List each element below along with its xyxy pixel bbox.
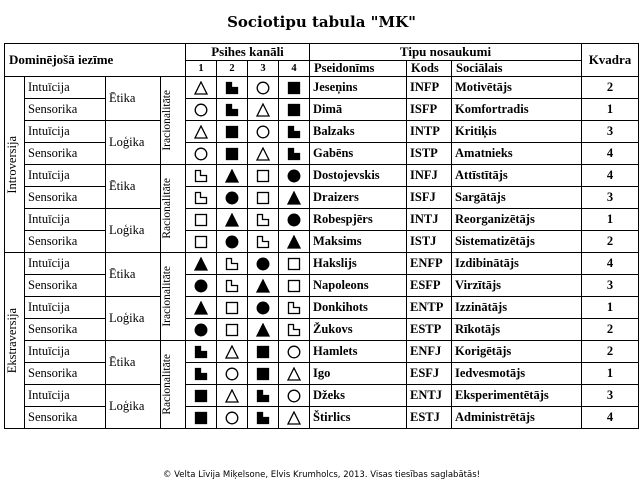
code-cell: INFP (407, 77, 452, 99)
social-role-cell: Sargātājs (452, 187, 582, 209)
circle-icon (186, 279, 216, 293)
pseudonym-cell: Jeseņins (310, 77, 407, 99)
perception-label: Sensorika (25, 275, 106, 297)
quadra-cell: 3 (582, 187, 639, 209)
judging-label: Ētika (106, 165, 161, 209)
table-row (5, 407, 639, 429)
table-row (5, 143, 639, 165)
perception-label: Sensorika (25, 231, 106, 253)
table-row (5, 231, 639, 253)
pseudonym-header: Pseidonīms (310, 61, 407, 77)
channel-number: 2 (217, 61, 248, 77)
channel-cell (186, 143, 217, 165)
channel-cell (217, 143, 248, 165)
social-role-cell: Kritiķis (452, 121, 582, 143)
social-role-cell: Izdibinātājs (452, 253, 582, 275)
channel-cell (217, 187, 248, 209)
quadra-cell: 2 (582, 231, 639, 253)
pseudonym-cell: Maksims (310, 231, 407, 253)
square-icon (248, 191, 278, 205)
flag-icon (186, 169, 216, 183)
flag-icon (217, 103, 247, 117)
channel-cell (279, 275, 310, 297)
triangle-icon (248, 103, 278, 117)
social-role-cell: Iedvesmotājs (452, 363, 582, 385)
pseudonym-cell: Hamlets (310, 341, 407, 363)
table-row (5, 99, 639, 121)
quadra-cell: 4 (582, 165, 639, 187)
pseudonym-cell: Hakslijs (310, 253, 407, 275)
channel-cell (279, 407, 310, 429)
social-role-cell: Komfortradis (452, 99, 582, 121)
rationality-label (161, 253, 186, 341)
code-cell: ENTJ (407, 385, 452, 407)
channel-number: 4 (279, 61, 310, 77)
channel-cell (248, 385, 279, 407)
square-icon (217, 301, 247, 315)
channel-cell (279, 341, 310, 363)
judging-label: Loģika (106, 385, 161, 429)
attitude-group-label (5, 253, 25, 429)
pseudonym-cell: Napoleons (310, 275, 407, 297)
channel-cell (279, 143, 310, 165)
flag-icon (248, 389, 278, 403)
quadra-cell: 3 (582, 385, 639, 407)
square-icon (186, 235, 216, 249)
channel-cell (248, 187, 279, 209)
triangle-icon (217, 389, 247, 403)
channel-cell (248, 99, 279, 121)
channel-cell (186, 363, 217, 385)
triangle-icon (279, 191, 309, 205)
code-cell: INFJ (407, 165, 452, 187)
social-role-cell: Amatnieks (452, 143, 582, 165)
channel-cell (248, 121, 279, 143)
triangle-icon (186, 257, 216, 271)
channel-cell (279, 297, 310, 319)
perception-label: Sensorika (25, 143, 106, 165)
channel-cell (279, 121, 310, 143)
circle-icon (248, 125, 278, 139)
quadra-cell: 2 (582, 341, 639, 363)
channel-cell (248, 319, 279, 341)
perception-label: Intuīcija (25, 165, 106, 187)
channel-cell (248, 341, 279, 363)
flag-icon (279, 147, 309, 161)
quadra-cell: 1 (582, 363, 639, 385)
channel-cell (217, 363, 248, 385)
social-role-cell: Korigētājs (452, 341, 582, 363)
channel-cell (279, 385, 310, 407)
code-cell: ESTP (407, 319, 452, 341)
square-icon (248, 345, 278, 359)
flag-icon (248, 235, 278, 249)
social-role-cell: Virzītājs (452, 275, 582, 297)
flag-icon (186, 191, 216, 205)
perception-label: Intuīcija (25, 253, 106, 275)
triangle-icon (186, 125, 216, 139)
triangle-icon (279, 235, 309, 249)
channel-cell (279, 77, 310, 99)
pseudonym-cell: Balzaks (310, 121, 407, 143)
perception-label: Intuīcija (25, 297, 106, 319)
flag-icon (248, 411, 278, 425)
channel-cell (279, 209, 310, 231)
channel-cell (217, 77, 248, 99)
square-icon (186, 213, 216, 227)
attitude-group-text: Ekstraversija (5, 307, 19, 374)
channel-cell (248, 231, 279, 253)
square-icon (248, 367, 278, 381)
sociotype-table (4, 43, 639, 429)
circle-icon (217, 367, 247, 381)
channel-cell (217, 209, 248, 231)
judging-label: Ētika (106, 341, 161, 385)
attitude-group-label (5, 77, 25, 253)
channel-cell (248, 143, 279, 165)
square-icon (279, 279, 309, 293)
quadra-cell: 3 (582, 275, 639, 297)
channels-header: Psihes kanāli (186, 44, 310, 61)
attitude-group-text: Introversija (5, 135, 19, 194)
triangle-icon (279, 411, 309, 425)
rationality-label (161, 165, 186, 253)
triangle-icon (279, 367, 309, 381)
circle-icon (279, 389, 309, 403)
table-row (5, 187, 639, 209)
judging-label: Ētika (106, 253, 161, 297)
triangle-icon (217, 213, 247, 227)
rationality-text: Iracionalitāte (161, 266, 173, 327)
quadra-header: Kvadra (582, 44, 639, 77)
triangle-icon (186, 81, 216, 95)
table-row (5, 209, 639, 231)
dominant-header: Dominējošā iezīme (5, 44, 186, 77)
table-row (5, 341, 639, 363)
code-cell: ESTJ (407, 407, 452, 429)
pseudonym-cell: Igo (310, 363, 407, 385)
pseudonym-cell: Džeks (310, 385, 407, 407)
social-role-cell: Izzinātājs (452, 297, 582, 319)
flag-icon (279, 125, 309, 139)
social-role-cell: Attīstītājs (452, 165, 582, 187)
channel-cell (186, 77, 217, 99)
social-role-cell: Reorganizētājs (452, 209, 582, 231)
circle-icon (279, 169, 309, 183)
channel-cell (279, 187, 310, 209)
perception-label: Intuīcija (25, 209, 106, 231)
flag-icon (279, 323, 309, 337)
social-role-cell: Administrētājs (452, 407, 582, 429)
code-cell: ENFJ (407, 341, 452, 363)
channel-cell (186, 297, 217, 319)
circle-icon (186, 147, 216, 161)
rationality-text: Iracionalitāte (161, 90, 173, 151)
triangle-icon (248, 323, 278, 337)
judging-label: Loģika (106, 297, 161, 341)
flag-icon (248, 213, 278, 227)
social-role-cell: Eksperimentētājs (452, 385, 582, 407)
social-role-cell: Rīkotājs (452, 319, 582, 341)
channel-cell (217, 341, 248, 363)
channel-cell (186, 385, 217, 407)
flag-icon (217, 257, 247, 271)
page-title: Sociotipu tabula "MK" (227, 13, 416, 31)
channel-cell (186, 209, 217, 231)
channel-cell (186, 99, 217, 121)
channel-cell (186, 341, 217, 363)
triangle-icon (248, 279, 278, 293)
perception-label: Sensorika (25, 363, 106, 385)
quadra-cell: 4 (582, 253, 639, 275)
channel-cell (186, 407, 217, 429)
judging-label: Ētika (106, 77, 161, 121)
channel-cell (186, 253, 217, 275)
channel-cell (217, 231, 248, 253)
quadra-cell: 1 (582, 209, 639, 231)
square-icon (279, 257, 309, 271)
triangle-icon (248, 147, 278, 161)
channel-cell (186, 165, 217, 187)
flag-icon (217, 279, 247, 293)
table-row (5, 363, 639, 385)
circle-icon (248, 301, 278, 315)
perception-label: Sensorika (25, 99, 106, 121)
quadra-cell: 3 (582, 121, 639, 143)
quadra-cell: 1 (582, 99, 639, 121)
quadra-cell: 1 (582, 297, 639, 319)
flag-icon (217, 81, 247, 95)
triangle-icon (217, 169, 247, 183)
perception-label: Sensorika (25, 407, 106, 429)
channel-cell (217, 165, 248, 187)
pseudonym-cell: Žukovs (310, 319, 407, 341)
channel-cell (186, 231, 217, 253)
channel-cell (279, 319, 310, 341)
flag-icon (279, 301, 309, 315)
square-icon (186, 389, 216, 403)
code-cell: INTP (407, 121, 452, 143)
perception-label: Intuīcija (25, 341, 106, 363)
channel-cell (217, 99, 248, 121)
table-row (5, 77, 639, 99)
social-header: Sociālais (452, 61, 582, 77)
flag-icon (186, 367, 216, 381)
square-icon (217, 125, 247, 139)
code-cell: INTJ (407, 209, 452, 231)
triangle-icon (186, 301, 216, 315)
code-cell: ISFP (407, 99, 452, 121)
table-row (5, 319, 639, 341)
square-icon (248, 169, 278, 183)
circle-icon (186, 103, 216, 117)
table-row (5, 165, 639, 187)
channel-cell (186, 319, 217, 341)
code-header: Kods (407, 61, 452, 77)
circle-icon (217, 191, 247, 205)
rationality-text: Racionalitāte (161, 178, 173, 239)
channel-cell (279, 253, 310, 275)
code-cell: ISFJ (407, 187, 452, 209)
circle-icon (279, 213, 309, 227)
circle-icon (279, 345, 309, 359)
channel-cell (248, 77, 279, 99)
perception-label: Intuīcija (25, 121, 106, 143)
circle-icon (186, 323, 216, 337)
channel-cell (248, 275, 279, 297)
rationality-label (161, 341, 186, 429)
code-cell: ISTJ (407, 231, 452, 253)
pseudonym-cell: Štirlics (310, 407, 407, 429)
square-icon (186, 411, 216, 425)
circle-icon (248, 257, 278, 271)
square-icon (217, 323, 247, 337)
square-icon (279, 103, 309, 117)
quadra-cell: 2 (582, 319, 639, 341)
triangle-icon (217, 345, 247, 359)
channel-cell (186, 121, 217, 143)
judging-label: Loģika (106, 121, 161, 165)
channel-cell (217, 385, 248, 407)
channel-cell (279, 231, 310, 253)
circle-icon (248, 81, 278, 95)
pseudonym-cell: Draizers (310, 187, 407, 209)
pseudonym-cell: Robespjērs (310, 209, 407, 231)
code-cell: ESFP (407, 275, 452, 297)
quadra-cell: 4 (582, 143, 639, 165)
table-row (5, 253, 639, 275)
channel-cell (217, 319, 248, 341)
channel-cell (248, 363, 279, 385)
perception-label: Sensorika (25, 319, 106, 341)
channel-cell (217, 121, 248, 143)
table-row (5, 275, 639, 297)
pseudonym-cell: Donkihots (310, 297, 407, 319)
channel-cell (279, 363, 310, 385)
flag-icon (186, 345, 216, 359)
channel-cell (279, 165, 310, 187)
circle-icon (217, 411, 247, 425)
channel-cell (217, 297, 248, 319)
square-icon (217, 147, 247, 161)
circle-icon (217, 235, 247, 249)
pseudonym-cell: Gabēns (310, 143, 407, 165)
channel-cell (248, 209, 279, 231)
square-icon (279, 81, 309, 95)
pseudonym-cell: Dostojevskis (310, 165, 407, 187)
pseudonym-cell: Dimā (310, 99, 407, 121)
judging-label: Loģika (106, 209, 161, 253)
code-cell: ESFJ (407, 363, 452, 385)
social-role-cell: Sistematizētājs (452, 231, 582, 253)
rationality-label (161, 77, 186, 165)
code-cell: ISTP (407, 143, 452, 165)
table-row (5, 121, 639, 143)
perception-label: Intuīcija (25, 77, 106, 99)
code-cell: ENTP (407, 297, 452, 319)
channel-cell (186, 187, 217, 209)
channel-number: 1 (186, 61, 217, 77)
rationality-text: Racionalitāte (161, 354, 173, 415)
channel-cell (248, 297, 279, 319)
table-row (5, 297, 639, 319)
perception-label: Intuīcija (25, 385, 106, 407)
table-row (5, 385, 639, 407)
channel-cell (217, 407, 248, 429)
channel-cell (279, 99, 310, 121)
social-role-cell: Motivētājs (452, 77, 582, 99)
copyright-footer: © Velta Līvija Miķelsone, Elvis Krumholcs, 2013. Visas tiesības saglabātās! (162, 470, 481, 480)
quadra-cell: 2 (582, 77, 639, 99)
channel-cell (248, 253, 279, 275)
quadra-cell: 4 (582, 407, 639, 429)
channel-cell (186, 275, 217, 297)
code-cell: ENFP (407, 253, 452, 275)
channel-cell (217, 253, 248, 275)
channel-number: 3 (248, 61, 279, 77)
perception-label: Sensorika (25, 187, 106, 209)
channel-cell (217, 275, 248, 297)
channel-cell (248, 165, 279, 187)
channel-cell (248, 407, 279, 429)
names-header: Tipu nosaukumi (310, 44, 582, 61)
